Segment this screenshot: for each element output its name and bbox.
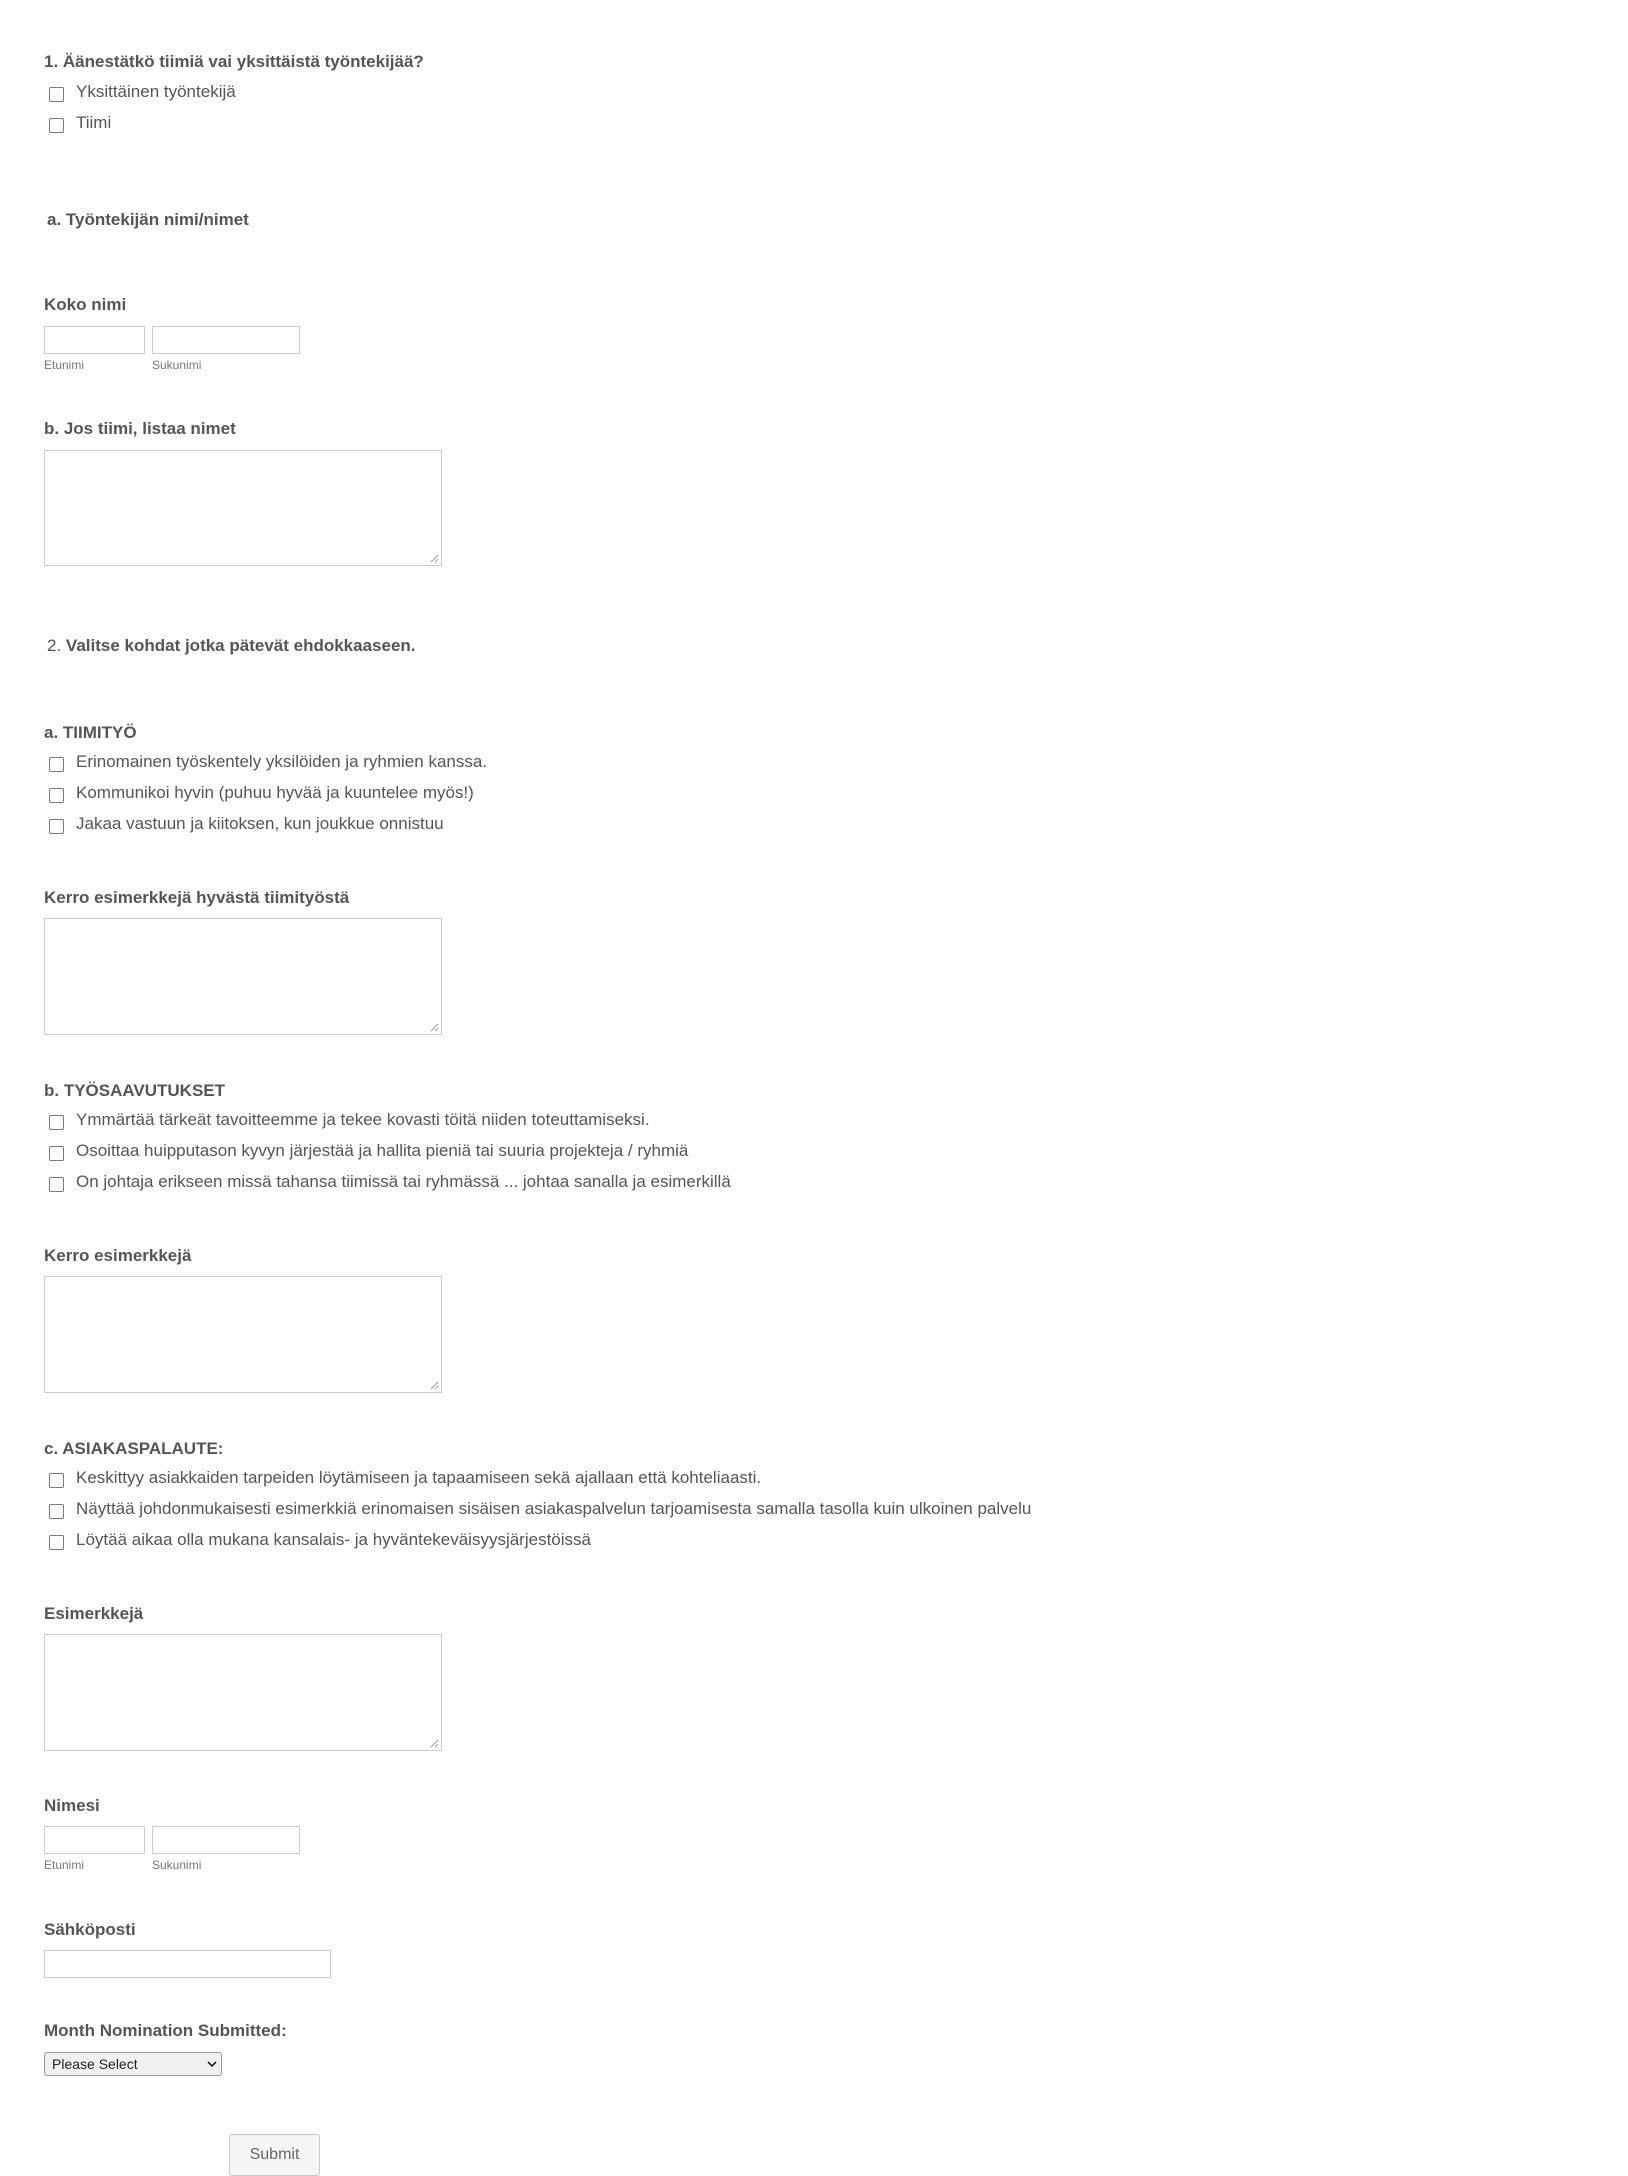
feedback-examples-textarea[interactable]	[44, 1634, 442, 1751]
q2-heading	[47, 636, 416, 656]
feedback-option-2-checkbox[interactable]	[49, 1504, 64, 1519]
month-select[interactable]	[44, 2052, 222, 2076]
employee-names-heading: a. Työntekijän nimi/nimet	[47, 210, 249, 229]
teamwork-option-1-label[interactable]: Erinomainen työskentely yksilöiden ja ryhmien kanssa.	[76, 752, 488, 771]
full-name-last-input[interactable]	[152, 326, 300, 354]
your-name-label: Nimesi	[44, 1796, 100, 1815]
email-input[interactable]	[44, 1950, 331, 1978]
achievements-option-1-checkbox[interactable]	[49, 1115, 64, 1130]
achievements-option-3-checkbox[interactable]	[49, 1177, 64, 1192]
full-name-first-input[interactable]	[44, 326, 145, 354]
feedback-option-3-checkbox[interactable]	[49, 1535, 64, 1550]
feedback-label: c. ASIAKASPALAUTE:	[44, 1439, 224, 1458]
resize-grip-icon[interactable]	[430, 1381, 439, 1390]
team-names-label: b. Jos tiimi, listaa nimet	[44, 419, 236, 438]
full-name-first-sublabel: Etunimi	[44, 358, 85, 372]
email-label: Sähköposti	[44, 1920, 136, 1939]
teamwork-option-2-label[interactable]: Kommunikoi hyvin (puhuu hyvää ja kuuntelee myös!)	[76, 783, 474, 802]
achievements-option-2-checkbox[interactable]	[49, 1146, 64, 1161]
feedback-option-1-checkbox[interactable]	[49, 1473, 64, 1488]
q1-label: 1. Äänestätkö tiimiä vai yksittäistä työntekijää?	[44, 52, 424, 71]
teamwork-label: a. TIIMITYÖ	[44, 723, 137, 742]
month-label: Month Nomination Submitted:	[44, 2021, 287, 2040]
teamwork-examples-label: Kerro esimerkkejä hyvästä tiimityöstä	[44, 888, 350, 907]
achievements-option-1-label[interactable]: Ymmärtää tärkeät tavoitteemme ja tekee kovasti töitä niiden toteuttamiseksi.	[76, 1110, 650, 1129]
resize-grip-icon[interactable]	[430, 554, 439, 563]
team-names-textarea[interactable]	[44, 450, 442, 566]
your-name-first-input[interactable]	[44, 1826, 145, 1854]
chevron-down-icon	[203, 2061, 221, 2068]
q1-option-team-checkbox[interactable]	[49, 118, 64, 133]
feedback-option-3-label[interactable]: Löytää aikaa olla mukana kansalais- ja hyväntekeväisyysjärjestöissä	[76, 1530, 591, 1549]
teamwork-option-3-checkbox[interactable]	[49, 819, 64, 834]
feedback-option-1-label[interactable]: Keskittyy asiakkaiden tarpeiden löytämiseen ja tapaamiseen sekä ajallaan että kohteliaasti.	[76, 1468, 762, 1487]
achievements-option-2-label[interactable]: Osoittaa huipputason kyvyn järjestää ja hallita pieniä tai suuria projekteja / ryhmiä	[76, 1141, 689, 1160]
achievements-label: b. TYÖSAAVUTUKSET	[44, 1081, 226, 1100]
full-name-last-sublabel: Sukunimi	[152, 358, 202, 372]
achievements-examples-textarea[interactable]	[44, 1276, 442, 1393]
q2-label: Valitse kohdat jotka pätevät ehdokkaaseen.	[65, 636, 416, 655]
resize-grip-icon[interactable]	[430, 1023, 439, 1032]
q2-number: 2.	[47, 636, 62, 655]
your-name-last-sublabel: Sukunimi	[152, 1858, 202, 1872]
q1-option-individual-checkbox[interactable]	[49, 87, 64, 102]
q1-option-team-label[interactable]: Tiimi	[76, 113, 112, 132]
teamwork-option-3-label[interactable]: Jakaa vastuun ja kiitoksen, kun joukkue onnistuu	[76, 814, 444, 833]
achievements-option-3-label[interactable]: On johtaja erikseen missä tahansa tiimissä tai ryhmässä ... johtaa sanalla ja esimerkillä	[76, 1172, 731, 1191]
achievements-examples-label: Kerro esimerkkejä	[44, 1246, 192, 1265]
resize-grip-icon[interactable]	[430, 1739, 439, 1748]
teamwork-examples-textarea[interactable]	[44, 918, 442, 1035]
feedback-examples-label: Esimerkkejä	[44, 1604, 144, 1623]
your-name-last-input[interactable]	[152, 1826, 300, 1854]
your-name-first-sublabel: Etunimi	[44, 1858, 85, 1872]
submit-button[interactable]: Submit	[229, 2134, 320, 2176]
full-name-label: Koko nimi	[44, 295, 127, 314]
q1-option-individual-label[interactable]: Yksittäinen työntekijä	[76, 82, 236, 101]
feedback-option-2-label[interactable]: Näyttää johdonmukaisesti esimerkkiä erinomaisen sisäisen asiakaspalvelun tarjoamisesta samalla tasolla kuin ulkoinen palvelu	[76, 1499, 1032, 1518]
month-select-value: Please Select	[52, 2056, 138, 2072]
teamwork-option-1-checkbox[interactable]	[49, 757, 64, 772]
teamwork-option-2-checkbox[interactable]	[49, 788, 64, 803]
